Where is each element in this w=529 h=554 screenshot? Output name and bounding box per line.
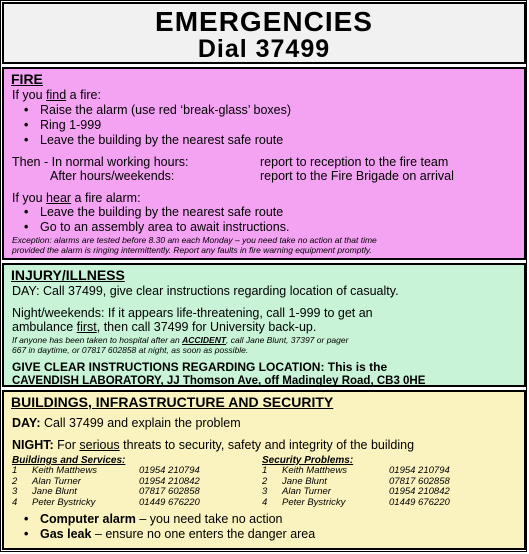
fire-exception-line: provided the alarm is ringing intermittently. Report any faults in fire warning equipment promptly. [12,245,372,255]
find-word: find [46,88,67,102]
night-word: first [76,320,97,334]
injury-accident-note: 667 in daytime, or 07817 602858 at night, as soon as possible. [12,344,249,355]
contact-row [12,487,262,498]
contact-phone: 07817 602858 [139,486,200,497]
contact-number: 2 [262,475,268,487]
night-label: NIGHT: [12,437,54,452]
hear-word: hear [46,190,72,205]
location-instruction: GIVE CLEAR INSTRUCTIONS REGARDING LOCATION: This is the [12,359,388,374]
contact-phone: 01954 210842 [139,475,200,487]
contact-row [262,498,512,509]
gas-leak-label: Gas leak [40,527,92,541]
gas-leak-text: – ensure no one enters the danger area [91,527,316,541]
then-label: Then - In normal working hours: [12,154,189,169]
fire-hear-item: • Go to an assembly area to await instructions. [4,220,524,235]
contact-name: Peter Bystricky [32,496,96,508]
contact-name: Jane Blunt [282,475,327,487]
contact-phone: 07817 602858 [389,475,450,487]
computer-alarm-label: Computer alarm [40,512,136,526]
fire-hear-intro [12,191,524,206]
find-post: a fire: [66,88,101,102]
buildings-day-row [12,416,524,431]
contact-number: 4 [262,496,268,508]
contact-row [262,487,512,498]
day-label: DAY: [12,416,41,430]
night-pre: ambulance [12,320,77,334]
contact-phone: 01449 676220 [389,496,450,508]
computer-alarm-item [4,512,524,527]
contact-number: 4 [12,496,18,508]
contact-name: Alan Turner [32,475,81,487]
security-contacts [262,455,512,508]
fire-find-item: • Leave the building by the nearest safe route [4,133,524,148]
fire-section [2,67,526,260]
contact-number: 1 [262,465,268,476]
hear-post: a fire alarm: [71,190,141,205]
contact-name: Jane Blunt [32,486,77,497]
contact-phone: 01449 676220 [139,496,200,508]
contact-number: 3 [262,486,268,497]
contact-row [12,498,262,509]
buildings-night-row [12,438,524,453]
fire-hear-item: • Leave the building by the nearest safe route [4,205,524,220]
night-word: serious [79,437,120,452]
fire-find-item: • Ring 1-999 [4,118,524,133]
accident-pre: If anyone has been taken to hospital after an [12,334,183,345]
injury-heading: INJURY/ILLNESS [11,267,125,283]
title-panel [2,2,526,64]
contact-name: Peter Bystricky [282,496,346,508]
contact-phone: 01954 210794 [139,465,200,476]
injury-day-text: DAY: Call 37499, give clear instructions regarding location of casualty. [12,284,399,298]
injury-night-line [12,320,524,335]
day-text: Call 37499 and explain the problem [40,416,241,430]
fire-exception-line: Exception: alarms are tested before 8.30 am each Monday – you need take no action at that time [12,235,377,245]
fire-find-item: • Raise the alarm (use red ‘break-glass’ boxes) [4,103,524,118]
title-heading: EMERGENCIES [155,6,373,37]
security-heading: Security Problems: [262,455,354,466]
accident-word: ACCIDENT [182,334,227,345]
find-pre: If you [12,88,47,102]
contact-number: 1 [12,465,18,476]
emergency-number: Dial 37499 [197,35,331,63]
gas-leak-item [4,527,524,542]
injury-accident-note [12,335,524,345]
hear-pre: If you [12,190,47,205]
accident-post: , call Jane Blunt, 37397 or pager [226,334,349,345]
then-action: report to reception to the fire team [260,154,449,169]
night-post: threats to security, safety and integrity of the building [119,437,415,452]
computer-alarm-text: – you need take no action [135,512,283,526]
buildings-heading: BUILDINGS, INFRASTRUCTURE AND SECURITY [11,394,334,410]
fire-find-intro [12,88,524,103]
buildings-section [2,390,526,550]
services-heading: Buildings and Services: [12,455,126,466]
night-pre: For [53,437,80,452]
contact-number: 2 [12,475,18,487]
services-contacts [12,455,262,508]
contact-name: Keith Matthews [32,465,97,476]
contact-row [12,466,262,477]
location-address: CAVENDISH LABORATORY, JJ Thomson Ave, off Madingley Road, CB3 0HE [12,375,426,387]
injury-section [2,263,526,387]
contact-phone: 01954 210794 [389,465,450,476]
contact-number: 3 [12,486,18,497]
fire-then-row [4,155,524,170]
fire-heading: FIRE [11,71,43,87]
contact-lists [12,455,524,508]
after-action: report to the Fire Brigade on arrival [260,169,454,183]
contact-name: Keith Matthews [282,465,347,476]
after-label: After hours/weekends: [50,169,175,183]
contact-phone: 01954 210842 [389,486,450,497]
night-post: , then call 37499 for University back-up. [96,320,317,334]
injury-night-line: Night/weekends: If it appears life-threatening, call 1-999 to get an [12,305,373,320]
contact-name: Alan Turner [282,486,331,497]
fire-after-row [4,169,524,184]
contact-row [262,466,512,477]
